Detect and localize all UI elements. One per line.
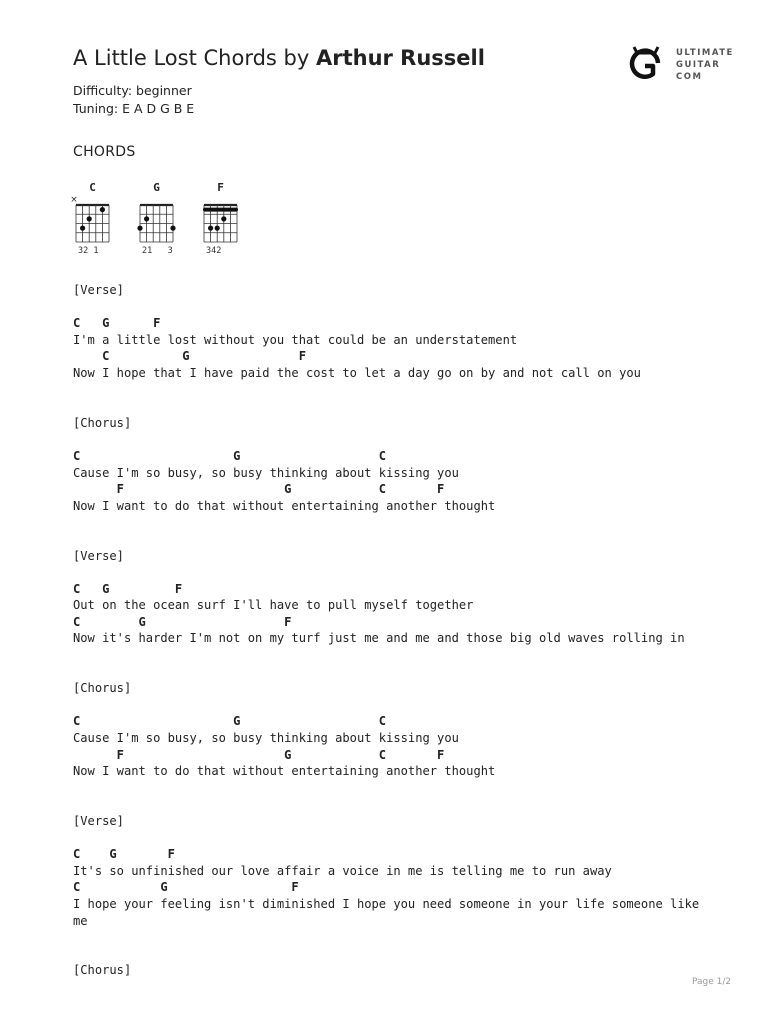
chord-line: C G C — [73, 448, 387, 463]
blank-line — [73, 431, 743, 448]
chord-line: C G F — [73, 847, 175, 862]
tuning-text: Tuning: E A D G B E — [73, 101, 195, 116]
section-label: [Chorus] — [73, 681, 132, 696]
blank-line — [73, 299, 743, 316]
lyric-line: me — [73, 913, 88, 928]
chord-barre — [203, 208, 238, 212]
logo-line-1: ULTIMATE — [676, 48, 734, 58]
lyric-line: Now it's harder I'm not on my turf just me and me and those big old waves rolling in — [73, 631, 685, 646]
chord-finger-dot — [144, 216, 149, 221]
chords-section-title: CHORDS — [73, 144, 136, 160]
chord-line: C G C — [73, 714, 387, 729]
chord-finger-dot — [170, 226, 175, 231]
lyric-line: Now I want to do that without entertaining another thought — [73, 764, 496, 779]
section-label: [Verse] — [73, 548, 124, 563]
lyric-line: Out on the ocean surf I'll have to pull myself together — [73, 598, 474, 613]
blank-line — [73, 946, 743, 963]
section-label: [Verse] — [73, 283, 124, 297]
chord-fingering: 342 — [206, 246, 222, 256]
chord-finger-dot — [221, 216, 226, 221]
logo-wordmark — [676, 47, 734, 83]
section-label: [Chorus] — [73, 415, 132, 430]
page-number: Page 1/2 — [692, 977, 732, 987]
chord-line: C G F — [73, 581, 183, 596]
chord-diagram-name: G — [153, 181, 160, 194]
logo-line-3: COM — [676, 72, 703, 82]
chord-finger-dot — [215, 226, 220, 231]
blank-line — [73, 531, 743, 548]
ultimate-guitar-logo — [626, 44, 736, 84]
chord-line: C G F — [73, 614, 292, 629]
chord-fingering: 32 1 — [78, 246, 99, 256]
chord-finger-dot — [87, 216, 92, 221]
chord-line: F G C F — [73, 747, 445, 762]
blank-line — [73, 382, 743, 399]
lyric-line: Now I hope that I have paid the cost to let a day go on by and not call on you — [73, 365, 641, 380]
blank-line — [73, 796, 743, 813]
chord-fingering: 21 3 — [142, 246, 173, 256]
chord-finger-dot — [208, 226, 213, 231]
blank-line — [73, 697, 743, 714]
song-title-prefix: A Little Lost Chords by — [73, 46, 316, 70]
song-sheet — [73, 282, 743, 979]
chord-line: C G F — [73, 880, 299, 895]
blank-line — [73, 664, 743, 681]
chord-line: C G F — [73, 316, 161, 331]
lyric-line: Cause I'm so busy, so busy thinking about kissing you — [73, 465, 459, 480]
blank-line — [73, 564, 743, 581]
ultimate-guitar-logo-icon — [626, 44, 666, 84]
difficulty-text: Difficulty: beginner — [73, 83, 192, 98]
chord-line: F G C F — [73, 482, 445, 497]
chord-line: C G F — [73, 349, 306, 364]
section-label: [Chorus] — [73, 963, 132, 978]
muted-string-marker: × — [70, 195, 78, 205]
song-title — [73, 46, 485, 70]
lyric-line: I hope your feeling isn't diminished I hope you need someone in your life someone like — [73, 896, 700, 911]
lyric-line: Cause I'm so busy, so busy thinking about kissing you — [73, 731, 459, 746]
blank-line — [73, 647, 743, 664]
chord-finger-dot — [80, 226, 85, 231]
blank-line — [73, 780, 743, 797]
blank-line — [73, 830, 743, 847]
blank-line — [73, 929, 743, 946]
artist-name: Arthur Russell — [315, 46, 485, 70]
lyric-line: I'm a little lost without you that could be an understatement — [73, 332, 518, 347]
logo-line-2: GUITAR — [676, 60, 721, 70]
blank-line — [73, 514, 743, 531]
lyric-line: It's so unfinished our love affair a voice in me is telling me to run away — [73, 863, 612, 878]
lyric-line: Now I want to do that without entertaining another thought — [73, 498, 496, 513]
section-label: [Verse] — [73, 814, 124, 828]
chord-diagrams — [64, 176, 284, 260]
chord-finger-dot — [100, 207, 105, 212]
chord-diagram-name: F — [217, 181, 224, 194]
chord-finger-dot — [137, 226, 142, 231]
blank-line — [73, 398, 743, 415]
chord-diagram-name: C — [89, 181, 96, 194]
